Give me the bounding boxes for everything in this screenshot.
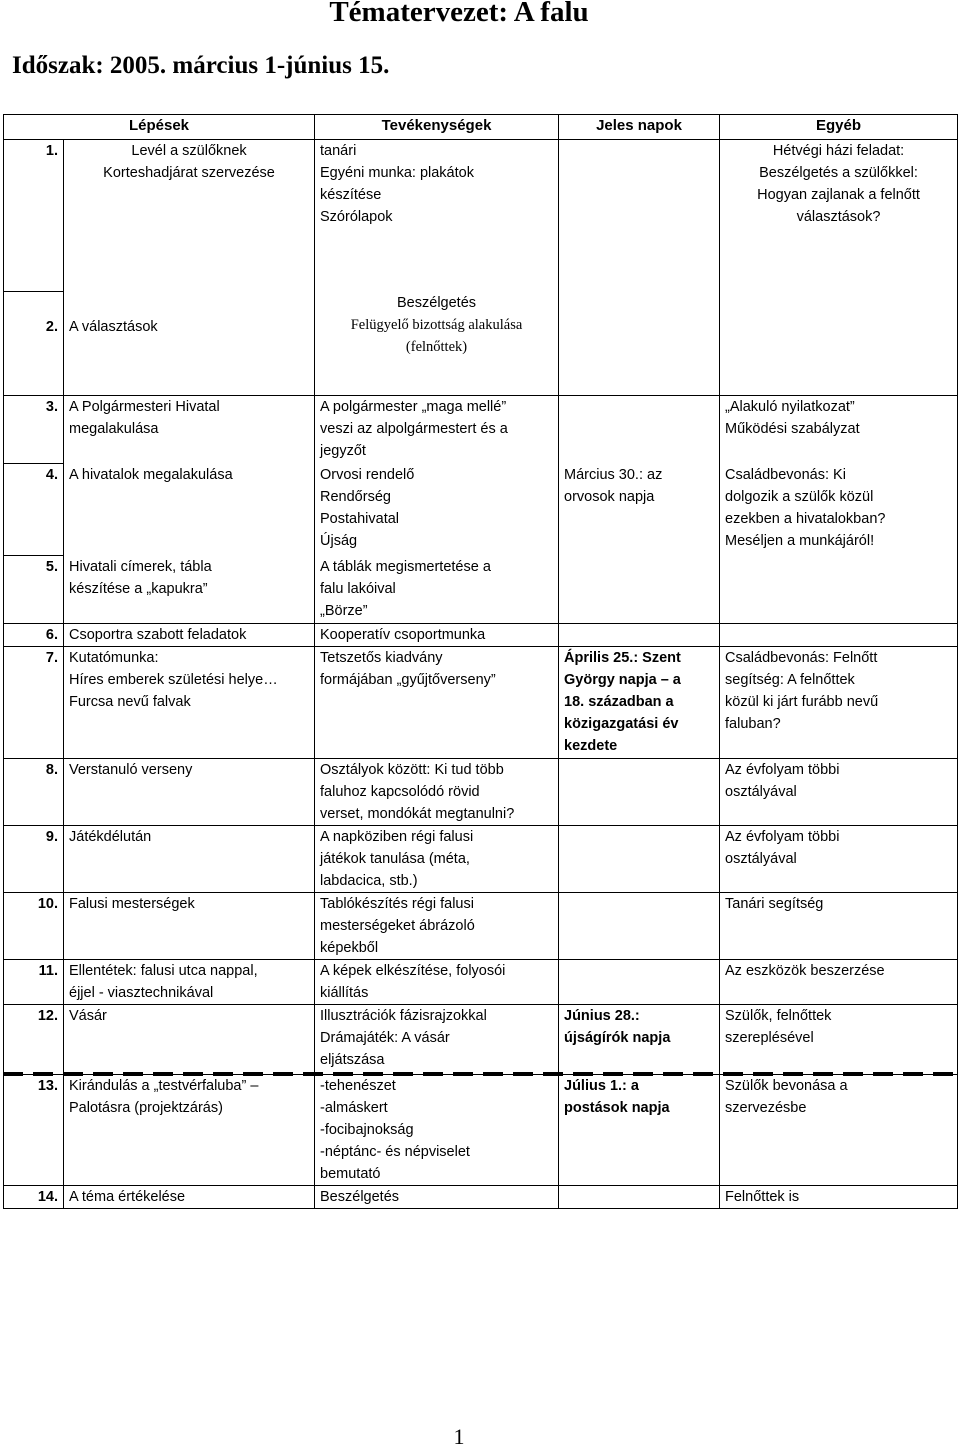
table-row xyxy=(4,140,958,292)
days-cell xyxy=(559,826,720,893)
step-cell: A hivatalok megalakulása xyxy=(64,464,315,556)
step-cell: A választások xyxy=(64,292,315,396)
row-number: 7. xyxy=(4,647,64,759)
activities-cell: -tehenészet -almáskert -focibajnokság -néptánc- és népviselet bemutató xyxy=(315,1075,559,1186)
step-cell: Csoportra szabott feladatok xyxy=(64,624,315,647)
table-row xyxy=(4,960,958,1005)
table-header-row xyxy=(4,115,958,140)
table-row xyxy=(4,396,958,464)
days-cell: Június 28.: újságírók napja xyxy=(559,1005,720,1075)
days-cell xyxy=(559,556,720,624)
row-number: 3. xyxy=(4,396,64,464)
dashed-separator xyxy=(3,1072,957,1076)
page-number: 1 xyxy=(453,1424,465,1449)
activities-cell: Beszélgetés Felügyelő bizottság alakulása (felnőttek) xyxy=(315,292,559,396)
days-cell xyxy=(559,960,720,1005)
step-cell: Vásár xyxy=(64,1005,315,1075)
days-cell: Április 25.: Szent György napja – a 18. században a közigazgatási év kezdete xyxy=(559,647,720,759)
other-cell: Felnőttek is xyxy=(720,1186,958,1209)
table-row xyxy=(4,1075,958,1186)
activities-cell: Tablókészítés régi falusi mesterségeket ábrázoló képekből xyxy=(315,893,559,960)
table-row xyxy=(4,826,958,893)
days-cell xyxy=(559,1186,720,1209)
row-number: 11. xyxy=(4,960,64,1005)
days-cell: Március 30.: az orvosok napja xyxy=(559,464,720,556)
days-cell: Július 1.: a postások napja xyxy=(559,1075,720,1186)
row-number: 12. xyxy=(4,1005,64,1075)
table-row xyxy=(4,292,958,396)
step-cell: Kutatómunka: Híres emberek születési helye… Furcsa nevű falvak xyxy=(64,647,315,759)
activities-cell: Osztályok között: Ki tud több faluhoz kapcsolódó rövid verset, mondókát megtanulni? xyxy=(315,759,559,826)
other-cell: Az eszközök beszerzése xyxy=(720,960,958,1005)
days-cell xyxy=(559,893,720,960)
other-cell xyxy=(720,624,958,647)
activities-cell: Tetszetős kiadvány formájában „gyűjtőverseny” xyxy=(315,647,559,759)
activities-cell: Illusztrációk fázisrajzokkal Drámajáték: A vásár eljátszása xyxy=(315,1005,559,1075)
header-activities: Tevékenységek xyxy=(315,115,559,140)
other-cell: Hétvégi házi feladat: Beszélgetés a szülőkkel: Hogyan zajlanak a felnőtt választások? xyxy=(720,140,958,292)
other-cell: Az évfolyam többi osztályával xyxy=(720,759,958,826)
other-cell: Családbevonás: Felnőtt segítség: A felnőttek közül ki járt furább nevű faluban? xyxy=(720,647,958,759)
table-row xyxy=(4,759,958,826)
table-row xyxy=(4,1005,958,1075)
days-cell xyxy=(559,624,720,647)
header-steps: Lépések xyxy=(4,115,315,140)
other-cell xyxy=(720,292,958,396)
row-number: 14. xyxy=(4,1186,64,1209)
activities-cell: A képek elkészítése, folyosói kiállítás xyxy=(315,960,559,1005)
step-cell: Levél a szülőknek Korteshadjárat szervezése xyxy=(64,140,315,292)
days-cell xyxy=(559,140,720,292)
row-number: 10. xyxy=(4,893,64,960)
row-number: 5. xyxy=(4,556,64,624)
table-row xyxy=(4,647,958,759)
table-row xyxy=(4,464,958,556)
row-number: 13. xyxy=(4,1075,64,1186)
other-cell: Az évfolyam többi osztályával xyxy=(720,826,958,893)
table-row xyxy=(4,556,958,624)
header-other: Egyéb xyxy=(720,115,958,140)
activities-cell: Orvosi rendelő Rendőrség Postahivatal Újság xyxy=(315,464,559,556)
row-number: 2. xyxy=(4,292,64,396)
row-number: 4. xyxy=(4,464,64,556)
step-cell: Ellentétek: falusi utca nappal, éjjel - viasztechnikával xyxy=(64,960,315,1005)
table-row xyxy=(4,624,958,647)
row-number: 9. xyxy=(4,826,64,893)
days-cell xyxy=(559,292,720,396)
other-cell: Szülők bevonása a szervezésbe xyxy=(720,1075,958,1186)
days-cell xyxy=(559,759,720,826)
step-cell: A Polgármesteri Hivatal megalakulása xyxy=(64,396,315,464)
activities-cell: A polgármester „maga mellé” veszi az alpolgármestert és a jegyzőt xyxy=(315,396,559,464)
days-cell xyxy=(559,396,720,464)
step-cell: Kirándulás a „testvérfaluba” – Palotásra (projektzárás) xyxy=(64,1075,315,1186)
header-days: Jeles napok xyxy=(559,115,720,140)
row-number: 6. xyxy=(4,624,64,647)
step-cell: Játékdélután xyxy=(64,826,315,893)
table-row xyxy=(4,1186,958,1209)
page-title: Tématervezet: A falu xyxy=(329,0,589,28)
period-heading: Időszak: 2005. március 1-június 15. xyxy=(12,52,390,79)
activities-cell: A táblák megismertetése a falu lakóival „Börze” xyxy=(315,556,559,624)
other-cell: Családbevonás: Ki dolgozik a szülők közül ezekben a hivatalokban? Meséljen a munkájáról! xyxy=(720,464,958,556)
plan-table xyxy=(3,114,958,1209)
other-cell: Tanári segítség xyxy=(720,893,958,960)
step-cell: Verstanuló verseny xyxy=(64,759,315,826)
table-row xyxy=(4,893,958,960)
step-cell: Hivatali címerek, tábla készítése a „kapukra” xyxy=(64,556,315,624)
activities-cell: tanári Egyéni munka: plakátok készítése Szórólapok xyxy=(315,140,559,292)
activities-cell: Kooperatív csoportmunka xyxy=(315,624,559,647)
row-number: 1. xyxy=(4,140,64,292)
row-number: 8. xyxy=(4,759,64,826)
step-cell: Falusi mesterségek xyxy=(64,893,315,960)
step-cell: A téma értékelése xyxy=(64,1186,315,1209)
activities-cell: A napköziben régi falusi játékok tanulása (méta, labdacica, stb.) xyxy=(315,826,559,893)
activities-cell: Beszélgetés xyxy=(315,1186,559,1209)
other-cell xyxy=(720,556,958,624)
other-cell: „Alakuló nyilatkozat” Működési szabályzat xyxy=(720,396,958,464)
other-cell: Szülők, felnőttek szereplésével xyxy=(720,1005,958,1075)
